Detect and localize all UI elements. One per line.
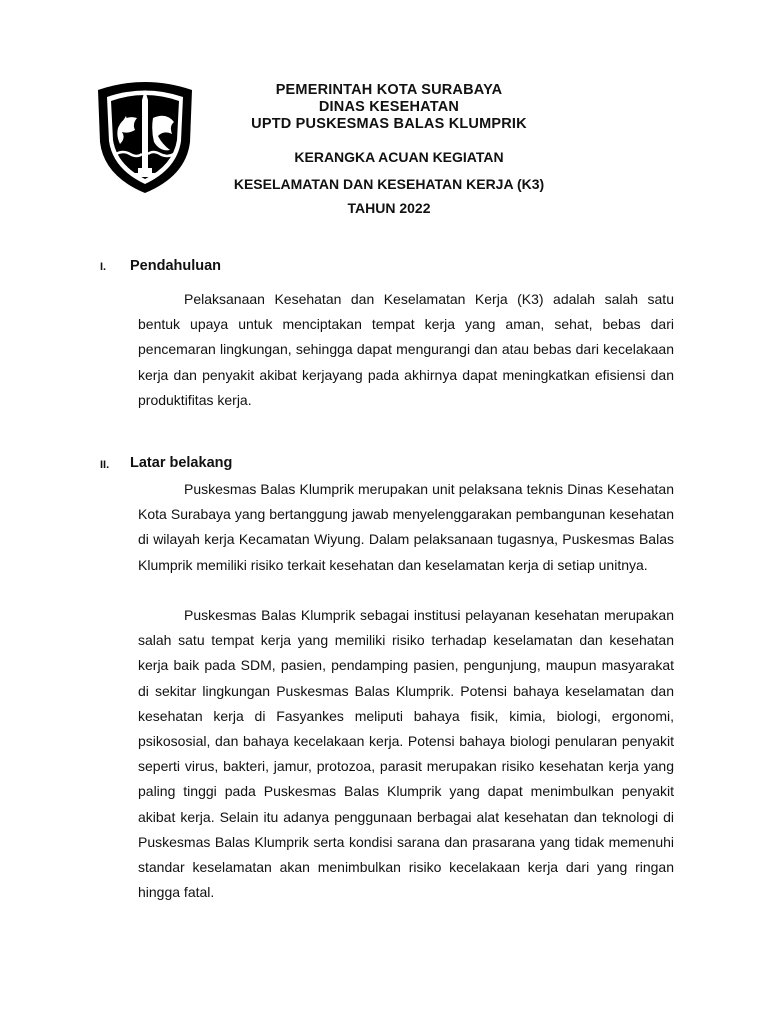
section-2-title: Latar belakang [130,455,233,471]
section-2-number: II. [100,459,110,471]
document-title: KERANGKA ACUAN KEGIATAN [294,149,504,165]
header-unit: UPTD PUSKESMAS BALAS KLUMPRIK [251,116,527,132]
section-1-number: I. [100,261,107,273]
header-department: DINAS KESEHATAN [318,99,460,115]
section-1-title: Pendahuluan [130,258,222,274]
surabaya-coat-of-arms-icon [90,72,200,196]
section-2-paragraph-2: Puskesmas Balas Klumprik sebagai institusi pelayanan kesehatan merupakan salah satu tempat kerja yang memiliki risiko terhadap keselamatan dan kesehatan kerja baik pada SDM, pasien, pendamping pasien, pengunjung, maupun masyarakat di sekitar lingkungan Puskesmas Balas Klumprik. Potensi bahaya keselamatan dan kesehatan kerja di Fasyankes meliputi bahaya fisik, kimia, biologi, ergonomi, psikososial, dan bahaya kecelakaan kerja. Potensi bahaya biologi penularan penyakit seperti virus, bakteri, jamur, protozoa, parasit merupakan risiko kesehatan kerja yang paling tinggi pada Puskesmas Balas Klumprik yang dapat menimbulkan penyakit akibat kerja. Selain itu adanya penggunaan berbagai alat kesehatan dan teknologi di Puskesmas Balas Klumprik serta kondisi sarana dan prasarana yang tidak memenuhi standar keselamatan akan menimbulkan risiko kecelakaan kerja dari yang ringan hingga fatal. [138,607,674,901]
document-year: TAHUN 2022 [347,200,431,216]
document-subtitle: KESELAMATAN DAN KESEHATAN KERJA (K3) [233,176,545,192]
section-1-paragraph: Pelaksanaan Kesehatan dan Keselamatan Kerja (K3) adalah salah satu bentuk upaya untuk menciptakan tempat kerja yang aman, sehat, bebas dari pencemaran lingkungan, sehingga dapat mengurangi dan atau bebas dari kecelakaan kerja dan penyakit akibat kerjayang pada akhirnya dapat meningkatkan efisiensi dan produktifitas kerja. [138,291,674,408]
section-2-paragraph-1: Puskesmas Balas Klumprik merupakan unit pelaksana teknis Dinas Kesehatan Kota Surabaya yang bertanggung jawab menyelenggarakan pembangunan kesehatan di wilayah kerja Kecamatan Wiyung. Dalam pelaksanaan tugasnya, Puskesmas Balas Klumprik memiliki risiko terkait kesehatan dan keselamatan kerja di setiap unitnya. [138,481,674,573]
header-agency: PEMERINTAH KOTA SURABAYA [275,82,503,98]
